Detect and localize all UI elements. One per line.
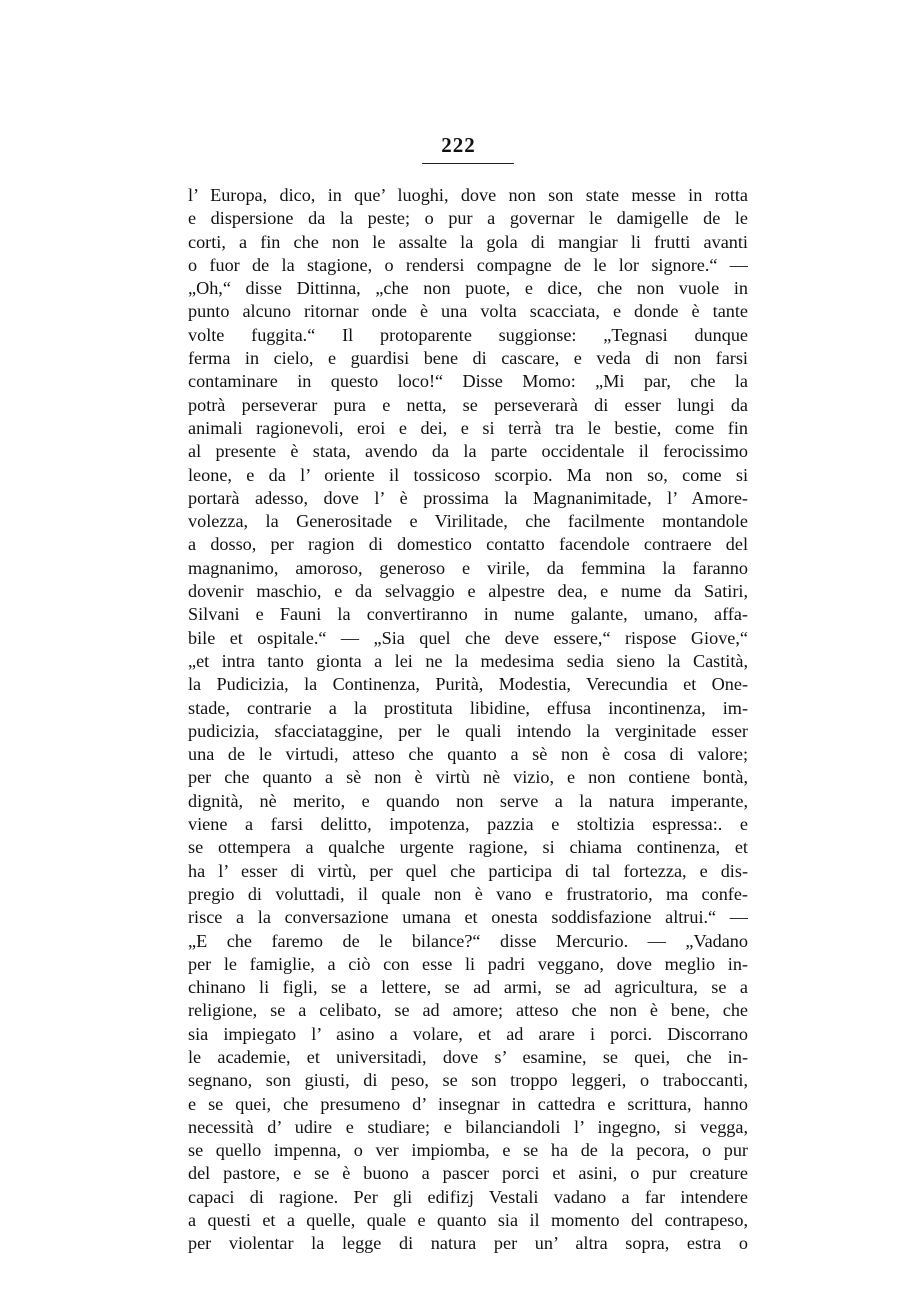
text-line: „Oh,“ disse Dittinna, „che non puote, e dice, che non vuole in (188, 278, 748, 299)
text-line: sia impiegato l’ asino a volare, et ad arare i porci. Discorrano (188, 1023, 748, 1044)
text-line: necessità d’ udire e studiare; e bilanciandoli l’ ingegno, si vegga, (188, 1116, 748, 1137)
text-line: a questi et a quelle, quale e quanto sia il momento del contrapeso, (188, 1210, 748, 1231)
page-number: 222 (441, 133, 476, 157)
text-line: pudicizia, sfacciataggine, per le quali intendo la verginitade esser (188, 720, 748, 741)
text-line: chinano li figli, se a lettere, se ad armi, se ad agricultura, se a (188, 977, 748, 998)
text-line: ha l’ esser di virtù, per quel che participa di tal fortezza, e dis- (188, 860, 748, 881)
text-line: dignità, nè merito, e quando non serve a la natura imperante, (188, 790, 748, 811)
text-line: pregio di voluttadi, il quale non è vano e frustratorio, ma confe- (188, 883, 748, 904)
text-line: religione, se a celibato, se ad amore; atteso che non è bene, che (188, 1000, 748, 1021)
text-line: volezza, la Generositade e Virilitade, che facilmente montandole (188, 511, 748, 532)
text-line: o fuor de la stagione, o rendersi compagne de le lor signore.“ — (188, 254, 748, 275)
text-line: una de le virtudi, atteso che quanto a sè non è cosa di valore; (188, 744, 748, 765)
text-line: animali ragionevoli, eroi e dei, e si terrà tra le bestie, come fin (188, 417, 748, 438)
text-line: Silvani e Fauni la convertiranno in nume galante, umano, affa- (188, 604, 748, 625)
text-line: potrà perseverar pura e netta, se perseverarà di esser lungi da (188, 394, 748, 415)
body-text (188, 184, 748, 1256)
text-line: „E che faremo de le bilance?“ disse Mercurio. — „Vadano (188, 930, 748, 951)
text-line: se quello impenna, o ver impiomba, e se ha de la pecora, o pur (188, 1140, 748, 1161)
text-line: viene a farsi delitto, impotenza, pazzia e stoltizia espressa:. e (188, 814, 748, 835)
text-line: volte fuggita.“ Il protoparente suggionse: „Tegnasi dunque (188, 324, 748, 345)
text-line: magnanimo, amoroso, generoso e virile, da femmina la faranno (188, 557, 748, 578)
text-line: portarà adesso, dove l’ è prossima la Magnanimitade, l’ Amore- (188, 487, 748, 508)
text-line: stade, contrarie a la prostituta libidine, effusa incontinenza, im- (188, 697, 748, 718)
text-line: al presente è stata, avendo da la parte occidentale il ferocissimo (188, 441, 748, 462)
text-line: bile et ospitale.“ — „Sia quel che deve essere,“ rispose Giove,“ (188, 627, 748, 648)
text-line: del pastore, e se è buono a pascer porci et asini, o pur creature (188, 1163, 748, 1184)
text-line: segnano, son giusti, di peso, se son troppo leggeri, o traboccanti, (188, 1070, 748, 1091)
text-line: per che quanto a sè non è virtù nè vizio, e non contiene bontà, (188, 767, 748, 788)
text-line: le academie, et universitadi, dove s’ esamine, se quei, che in- (188, 1046, 748, 1067)
text-line: se ottempera a qualche urgente ragione, si chiama continenza, et (188, 837, 748, 858)
text-line: per violentar la legge di natura per un’ altra sopra, estra o (188, 1233, 748, 1254)
text-line: capaci di ragione. Per gli edifizj Vestali vadano a far intendere (188, 1186, 748, 1207)
text-line: corti, a fin che non le assalte la gola di mangiar li frutti avanti (188, 231, 748, 252)
text-line: per le famiglie, a ciò con esse li padri veggano, dove meglio in- (188, 953, 748, 974)
text-line: l’ Europa, dico, in que’ luoghi, dove non son state messe in rotta (188, 185, 748, 205)
header-rule (422, 163, 514, 164)
text-line: e se quei, che presumeno d’ insegnar in cattedra e scrittura, hanno (188, 1093, 748, 1114)
text-line: leone, e da l’ oriente il tossicoso scorpio. Ma non so, come si (188, 464, 748, 485)
text-line: dovenir maschio, e da selvaggio e alpestre dea, e nume da Satiri, (188, 581, 748, 602)
text-line: „et intra tanto gionta a lei ne la medesima sedia sieno la Castità, (188, 650, 748, 671)
text-line: la Pudicizia, la Continenza, Purità, Modestia, Verecundia et One- (188, 674, 748, 695)
text-line: contaminare in questo loco!“ Disse Momo: „Mi par, che la (188, 371, 748, 392)
text-line: a dosso, per ragion di domestico contatto facendole contraere del (188, 534, 748, 555)
text-line: punto alcuno ritornar onde è una volta scacciata, e donde è tante (188, 301, 748, 322)
text-line: ferma in cielo, e guardisi bene di cascare, e veda di non farsi (188, 348, 748, 369)
text-line: risce a la conversazione umana et onesta soddisfazione altrui.“ — (188, 907, 748, 928)
text-line: e dispersione da la peste; o pur a governar le damigelle de le (188, 208, 748, 229)
